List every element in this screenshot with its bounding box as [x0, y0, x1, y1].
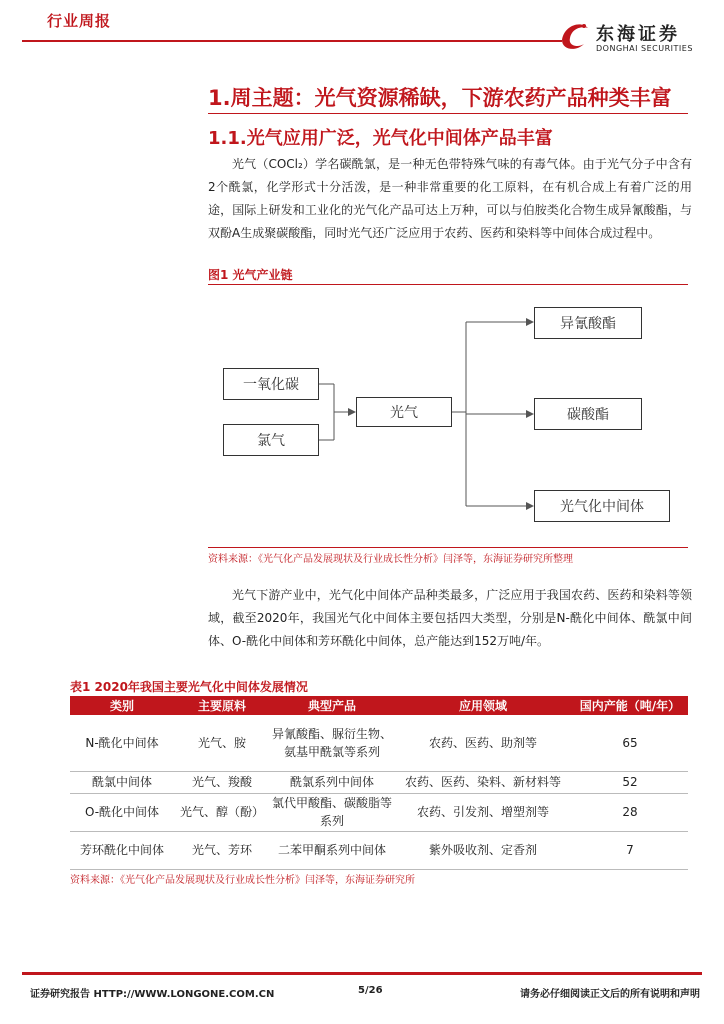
footer-divider — [22, 972, 702, 975]
table-row — [70, 771, 688, 793]
col-header: 国内产能（吨/年） — [572, 696, 688, 715]
intermediates-table — [70, 696, 688, 870]
table-cell: 光气、醇（酚） — [174, 793, 270, 831]
table-cell: 65 — [572, 715, 688, 771]
table-cell: 光气、羧酸 — [174, 771, 270, 793]
input-box-chlorine: 氯气 — [223, 424, 319, 456]
output-box-carbonate: 碳酸酯 — [534, 398, 642, 430]
figure-bottom-line — [208, 547, 688, 548]
table-cell: 二苯甲酮系列中间体 — [270, 831, 394, 869]
subsection-heading: 1.1.光气应用广泛，光气化中间体产品丰富 — [208, 128, 553, 149]
table-cell: 农药、医药、助剂等 — [394, 715, 572, 771]
page-number: 5/26 — [358, 985, 383, 996]
col-header: 典型产品 — [270, 696, 394, 715]
table-source: 资料来源：《光气化产品发展现状及行业成长性分析》闫泽等，东海证券研究所 — [70, 875, 415, 886]
col-header: 应用领域 — [394, 696, 572, 715]
table-cell: O-酰化中间体 — [70, 793, 174, 831]
table-cell: 农药、引发剂、增塑剂等 — [394, 793, 572, 831]
figure-caption: 图1 光气产业链 — [208, 268, 293, 282]
body-paragraph — [208, 584, 692, 653]
footer-website: 证券研究报告 HTTP://WWW.LONGONE.COM.CN — [30, 989, 275, 1000]
table-cell: 酰氯中间体 — [70, 771, 174, 793]
logo-text-en: DONGHAI SECURITIES — [596, 44, 693, 53]
table-row — [70, 715, 688, 771]
col-header: 类别 — [70, 696, 174, 715]
center-box-phosgene: 光气 — [356, 397, 452, 427]
table-cell: 光气、芳环 — [174, 831, 270, 869]
table-cell: 紫外吸收剂、定香剂 — [394, 831, 572, 869]
table-header-row — [70, 696, 688, 715]
footer-disclaimer: 请务必仔细阅读正文后的所有说明和声明 — [520, 989, 700, 1000]
table-cell: 酰氯系列中间体 — [270, 771, 394, 793]
table-cell: 7 — [572, 831, 688, 869]
table-cell: 氯代甲酸酯、碳酸脂等系列 — [270, 793, 394, 831]
table-cell: 28 — [572, 793, 688, 831]
table-cell: 农药、医药、染料、新材料等 — [394, 771, 572, 793]
table-cell: 异氰酸酯、脲衍生物、氨基甲酰氯等系列 — [270, 715, 394, 771]
table-cell: 光气、胺 — [174, 715, 270, 771]
output-box-isocyanate: 异氰酸酯 — [534, 307, 642, 339]
report-type: 行业周报 — [47, 12, 112, 30]
table-cell: 52 — [572, 771, 688, 793]
figure-source: 资料来源：《光气化产品发展现状及行业成长性分析》闫泽等，东海证券研究所整理 — [208, 554, 573, 565]
table-cell: 芳环酰化中间体 — [70, 831, 174, 869]
table-caption: 表1 2020年我国主要光气化中间体发展情况 — [70, 680, 308, 694]
col-header: 主要原料 — [174, 696, 270, 715]
input-box-co: 一氧化碳 — [223, 368, 319, 400]
table-row — [70, 793, 688, 831]
intro-text: 光气（COCl₂）学名碳酰氯，是一种无色带特殊气味的有毒气体。由于光气分子中含有2个酰氯，化学形式十分活泼，是一种非常重要的化工原料，在有机合成上有着广泛的用途，国际上研发和工业化的光气化产品可达上万种，可以与伯胺类化合物生成异氰酸酯，与双酚A生成聚碳酸酯，同时光气还广泛应用于农药、医药和染料等中间体合成过程中。 — [208, 157, 692, 240]
section-heading: 1.周主题：光气资源稀缺，下游农药产品种类丰富 — [208, 86, 672, 110]
logo-text-cn: 东海证券 — [596, 24, 680, 45]
body-text: 光气下游产业中，光气化中间体产品种类最多，广泛应用于我国农药、医药和染料等领域，截至2020年，我国光气化中间体主要包括四大类型，分别是N-酰化中间体、酰氯中间体、O-酰化中间体和芳环酰化中间体，总产能达到152万吨/年。 — [208, 588, 692, 648]
output-box-intermediate: 光气化中间体 — [534, 490, 670, 522]
table-cell: N-酰化中间体 — [70, 715, 174, 771]
table-row — [70, 831, 688, 869]
